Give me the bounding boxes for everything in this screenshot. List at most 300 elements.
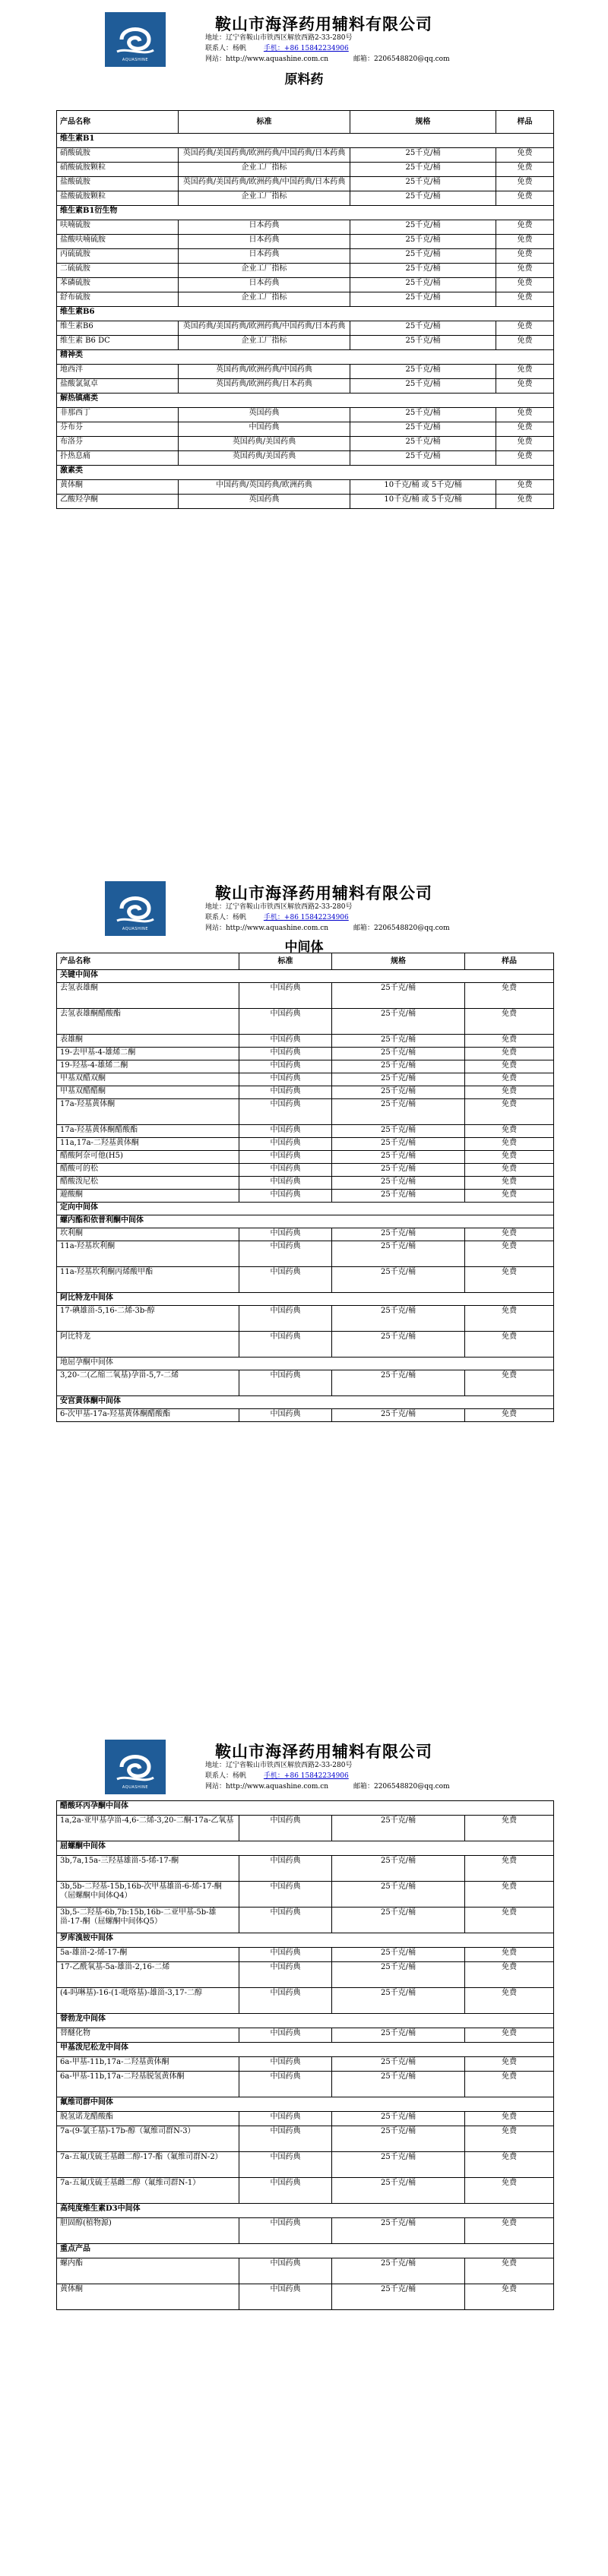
product-standard: 中国药典 bbox=[239, 2284, 332, 2310]
table-row bbox=[57, 1306, 554, 1332]
product-sample: 免费 bbox=[465, 1409, 554, 1422]
product-name: 去氢表雄酮醋酸酯 bbox=[57, 1009, 239, 1035]
product-name: 坎利酮 bbox=[57, 1228, 239, 1241]
product-sample: 免费 bbox=[496, 235, 554, 249]
company-address bbox=[205, 33, 352, 43]
product-standard: 企业工厂指标 bbox=[179, 163, 350, 177]
category-label: 醋酸环丙孕酮中间体 bbox=[57, 1801, 554, 1816]
column-header-name: 产品名称 bbox=[57, 111, 179, 134]
table-row bbox=[57, 249, 554, 264]
intermediate-table-continued bbox=[56, 1800, 554, 2310]
product-name: 硝酸硫胺颗粒 bbox=[57, 163, 179, 177]
product-table bbox=[56, 110, 554, 509]
product-spec: 25千克/桶 bbox=[350, 408, 496, 422]
product-standard: 中国药典 bbox=[239, 1228, 332, 1241]
table-row bbox=[57, 1060, 554, 1073]
product-name: 醋酸可的松 bbox=[57, 1164, 239, 1177]
table-row bbox=[57, 2178, 554, 2204]
product-spec: 25千克/桶 bbox=[332, 1048, 465, 1060]
product-spec: 25千克/桶 bbox=[332, 1856, 465, 1882]
product-sample: 免费 bbox=[465, 2112, 554, 2126]
product-spec: 25千克/桶 bbox=[332, 1138, 465, 1151]
category-row bbox=[57, 1933, 554, 1948]
product-name: 乙酸羟孕酮 bbox=[57, 495, 179, 509]
product-name: 6a-甲基-11b,17a-二羟基黄体酮 bbox=[57, 2057, 239, 2072]
product-standard: 中国药典 bbox=[239, 1009, 332, 1035]
product-name: 1a,2a-亚甲基孕甾-4,6-二烯-3,20-二酮-17a-乙氧基 bbox=[57, 1816, 239, 1841]
product-spec: 10千克/桶 或 5千克/桶 bbox=[350, 495, 496, 509]
product-sample: 免费 bbox=[496, 321, 554, 336]
product-spec: 25千克/桶 bbox=[332, 1882, 465, 1908]
product-standard: 企业工厂指标 bbox=[179, 191, 350, 206]
product-name: 阿比特龙 bbox=[57, 1332, 239, 1358]
table-row bbox=[57, 1228, 554, 1241]
product-sample: 免费 bbox=[465, 983, 554, 1009]
product-name: 布洛芬 bbox=[57, 437, 179, 451]
table-row bbox=[57, 1164, 554, 1177]
table-row bbox=[57, 1816, 554, 1841]
column-header-sample: 样品 bbox=[496, 111, 554, 134]
table-row bbox=[57, 983, 554, 1009]
table-row bbox=[57, 1409, 554, 1422]
product-name: 表雄酮 bbox=[57, 1035, 239, 1048]
product-sample: 免费 bbox=[465, 1009, 554, 1035]
product-spec: 25千克/桶 bbox=[332, 1190, 465, 1203]
product-standard: 中国药典 bbox=[239, 1908, 332, 1933]
product-spec: 25千克/桶 bbox=[350, 163, 496, 177]
product-name: 盐酸硫胺 bbox=[57, 177, 179, 191]
website-link[interactable]: http://www.aquashine.com.cn bbox=[226, 55, 329, 63]
product-name: 呋喃硫胺 bbox=[57, 220, 179, 235]
table-row bbox=[57, 437, 554, 451]
product-sample: 免费 bbox=[465, 2218, 554, 2244]
product-standard: 中国药典 bbox=[239, 1882, 332, 1908]
company-name: 鞍山市海泽药用辅料有限公司 bbox=[215, 14, 432, 33]
product-sample: 免费 bbox=[465, 2178, 554, 2204]
product-spec: 25千克/桶 bbox=[332, 1370, 465, 1396]
table-row bbox=[57, 292, 554, 307]
product-spec: 25千克/桶 bbox=[332, 2258, 465, 2284]
product-sample: 免费 bbox=[465, 1882, 554, 1908]
product-standard: 企业工厂指标 bbox=[179, 264, 350, 278]
phone-link[interactable]: 手机：+86 15842234906 bbox=[263, 1772, 349, 1780]
category-label: 解热镇痛类 bbox=[57, 394, 554, 408]
product-sample: 免费 bbox=[465, 1228, 554, 1241]
address-label: 地址： bbox=[205, 1762, 226, 1769]
product-sample: 免费 bbox=[496, 163, 554, 177]
product-standard: 中国药典 bbox=[239, 1962, 332, 1988]
website-label: 网站： bbox=[205, 1783, 226, 1791]
product-name: 舒布硫胺 bbox=[57, 292, 179, 307]
product-name: 黄体酮 bbox=[57, 2284, 239, 2310]
product-spec: 25千克/桶 bbox=[332, 2028, 465, 2043]
product-name: 黄体酮 bbox=[57, 480, 179, 495]
address-label: 地址： bbox=[205, 34, 226, 42]
product-standard: 中国药典 bbox=[239, 1190, 332, 1203]
table-row bbox=[57, 1190, 554, 1203]
contact-label: 联系人： bbox=[205, 1772, 233, 1780]
product-standard: 中国药典 bbox=[239, 2258, 332, 2284]
table-header-row bbox=[57, 953, 554, 970]
product-name: 7a-(9-氯壬基)-17b-醇（氟维司群N-3） bbox=[57, 2126, 239, 2152]
product-standard: 英国药典 bbox=[179, 408, 350, 422]
product-name: 11a-羟基坎利酮丙烯酸甲酯 bbox=[57, 1267, 239, 1293]
email-label: 邮箱： bbox=[353, 55, 374, 63]
product-spec: 25千克/桶 bbox=[350, 148, 496, 163]
product-standard: 中国药典 bbox=[239, 1138, 332, 1151]
logo-text: AQUASHINE bbox=[122, 1785, 149, 1790]
product-standard: 中国药典 bbox=[239, 1060, 332, 1073]
table-row bbox=[57, 1138, 554, 1151]
table-row bbox=[57, 163, 554, 177]
product-sample: 免费 bbox=[496, 148, 554, 163]
column-header-spec: 规格 bbox=[332, 953, 465, 970]
product-sample: 免费 bbox=[465, 2284, 554, 2310]
website-label: 网站： bbox=[205, 925, 226, 932]
product-name: 醋酸阿奈可他(H5) bbox=[57, 1151, 239, 1164]
contact-line bbox=[205, 1772, 349, 1781]
product-sample: 免费 bbox=[496, 480, 554, 495]
product-name: 盐酸呋喃硫胺 bbox=[57, 235, 179, 249]
product-spec: 25千克/桶 bbox=[332, 1099, 465, 1125]
email-value[interactable]: 2206548820@qq.com bbox=[373, 925, 450, 932]
product-standard: 中国药典 bbox=[239, 1370, 332, 1396]
category-label: 安宫黄体酮中间体 bbox=[57, 1396, 554, 1409]
product-spec: 25千克/桶 bbox=[332, 1177, 465, 1190]
web-email-line bbox=[205, 924, 450, 934]
product-standard: 日本药典 bbox=[179, 220, 350, 235]
product-name: 维生素B6 bbox=[57, 321, 179, 336]
product-standard: 英国药典/美国药典/欧洲药典/中国药典/日本药典 bbox=[179, 321, 350, 336]
product-standard: 中国药典 bbox=[239, 2057, 332, 2072]
product-name: 11a-羟基坎利酮 bbox=[57, 1241, 239, 1267]
category-label: 激素类 bbox=[57, 466, 554, 480]
product-standard: 中国药典 bbox=[239, 1177, 332, 1190]
column-header-standard: 标准 bbox=[239, 953, 332, 970]
product-name: 脱氢诺龙醋酸酯 bbox=[57, 2112, 239, 2126]
table-row bbox=[57, 191, 554, 206]
product-spec: 25千克/桶 bbox=[350, 264, 496, 278]
product-name: 维生素 B6 DC bbox=[57, 336, 179, 350]
category-label: 螺内酯和依普利酮中间体 bbox=[57, 1215, 554, 1228]
product-spec: 25千克/桶 bbox=[350, 292, 496, 307]
product-sample: 免费 bbox=[465, 1962, 554, 1988]
category-label: 屈螺酮中间体 bbox=[57, 1841, 554, 1856]
product-spec: 25千克/桶 bbox=[332, 983, 465, 1009]
category-label: 氟维司群中间体 bbox=[57, 2097, 554, 2112]
product-name: 6-次甲基-17a-羟基黄体酮醋酸酯 bbox=[57, 1409, 239, 1422]
table-row bbox=[57, 2126, 554, 2152]
product-sample: 免费 bbox=[496, 379, 554, 394]
product-spec: 25千克/桶 bbox=[332, 1073, 465, 1086]
product-sample: 免费 bbox=[465, 1267, 554, 1293]
table-row bbox=[57, 1177, 554, 1190]
product-sample: 免费 bbox=[465, 1190, 554, 1203]
product-spec: 25千克/桶 bbox=[332, 2126, 465, 2152]
product-sample: 免费 bbox=[496, 495, 554, 509]
table-row bbox=[57, 1241, 554, 1267]
page-title: 中间体 bbox=[284, 940, 324, 955]
category-label: 重点产品 bbox=[57, 2244, 554, 2258]
product-sample: 免费 bbox=[465, 1035, 554, 1048]
website-link[interactable]: http://www.aquashine.com.cn bbox=[226, 1783, 329, 1791]
table-row bbox=[57, 495, 554, 509]
table-row bbox=[57, 1086, 554, 1099]
product-standard: 英国药典 bbox=[179, 495, 350, 509]
column-header-spec: 规格 bbox=[350, 111, 496, 134]
product-standard: 中国药典 bbox=[239, 1151, 332, 1164]
product-spec: 25千克/桶 bbox=[350, 249, 496, 264]
product-sample: 免费 bbox=[465, 1073, 554, 1086]
product-name: 6a-甲基-11b,17a-二羟基脱氢黄体酮 bbox=[57, 2072, 239, 2097]
contact-name: 杨帆 bbox=[233, 45, 247, 52]
product-spec: 25千克/桶 bbox=[332, 1816, 465, 1841]
category-label: 替勃龙中间体 bbox=[57, 2014, 554, 2028]
category-row bbox=[57, 134, 554, 148]
category-label: 高纯度维生素D3中间体 bbox=[57, 2204, 554, 2218]
product-sample: 免费 bbox=[465, 2072, 554, 2097]
product-standard: 中国药典 bbox=[239, 1048, 332, 1060]
product-name: 3,20-二(乙缩二氧基)孕甾-5,7-二烯 bbox=[57, 1370, 239, 1396]
company-address bbox=[205, 902, 352, 912]
product-spec: 25千克/桶 bbox=[332, 1409, 465, 1422]
product-sample: 免费 bbox=[465, 1164, 554, 1177]
product-standard: 中国药典 bbox=[239, 1035, 332, 1048]
category-label: 维生素B6 bbox=[57, 307, 554, 321]
product-spec: 25千克/桶 bbox=[350, 321, 496, 336]
product-name: 避酸酮 bbox=[57, 1190, 239, 1203]
product-standard: 英国药典/美国药典 bbox=[179, 451, 350, 466]
product-name: 非那西丁 bbox=[57, 408, 179, 422]
product-spec: 25千克/桶 bbox=[332, 2057, 465, 2072]
product-spec: 25千克/桶 bbox=[350, 365, 496, 379]
product-sample: 免费 bbox=[465, 1948, 554, 1962]
product-standard: 中国药典 bbox=[239, 1856, 332, 1882]
product-standard: 企业工厂指标 bbox=[179, 292, 350, 307]
column-header-name: 产品名称 bbox=[57, 953, 239, 970]
table-row bbox=[57, 379, 554, 394]
product-spec: 25千克/桶 bbox=[332, 1988, 465, 2014]
product-spec: 25千克/桶 bbox=[350, 235, 496, 249]
category-row bbox=[57, 2097, 554, 2112]
product-standard: 日本药典 bbox=[179, 235, 350, 249]
product-spec: 25千克/桶 bbox=[350, 437, 496, 451]
product-standard: 中国药典 bbox=[239, 1125, 332, 1138]
email-label: 邮箱： bbox=[353, 1783, 374, 1791]
product-sample: 免费 bbox=[496, 292, 554, 307]
table-row bbox=[57, 220, 554, 235]
product-sample: 免费 bbox=[465, 2152, 554, 2178]
product-name: 3b,5-二羟基-6b,7b:15b,16b-二亚甲基-5b-雄甾-17-酮（屈螺酮中间体Q5） bbox=[57, 1908, 239, 1933]
company-logo bbox=[105, 1740, 166, 1794]
product-name: 19-去甲基-4-雄烯二酮 bbox=[57, 1048, 239, 1060]
category-label: 甲基泼尼松龙中间体 bbox=[57, 2043, 554, 2057]
product-standard: 中国药典 bbox=[239, 2218, 332, 2244]
product-spec: 25千克/桶 bbox=[332, 2152, 465, 2178]
logo-text: AQUASHINE bbox=[122, 927, 149, 931]
phone-link[interactable]: 手机：+86 15842234906 bbox=[263, 914, 349, 921]
web-email-line bbox=[205, 55, 450, 65]
contact-name: 杨帆 bbox=[233, 914, 247, 921]
product-name: 11a,17a-二羟基黄体酮 bbox=[57, 1138, 239, 1151]
product-spec: 25千克/桶 bbox=[332, 1086, 465, 1099]
product-name: 螺内酯 bbox=[57, 2258, 239, 2284]
product-standard: 中国药典 bbox=[239, 1306, 332, 1332]
product-spec: 25千克/桶 bbox=[332, 2284, 465, 2310]
table-row bbox=[57, 1073, 554, 1086]
product-name: (4-吗啉基)-16-(1-吡咯基)-雄甾-3,17-二醇 bbox=[57, 1988, 239, 2014]
product-sample: 免费 bbox=[465, 1988, 554, 2014]
product-name: 甲基双醋双酮 bbox=[57, 1073, 239, 1086]
category-row bbox=[57, 394, 554, 408]
product-sample: 免费 bbox=[465, 1151, 554, 1164]
address-value: 辽宁省鞍山市铁西区解放西路2-33-280号 bbox=[226, 903, 353, 911]
product-standard: 企业工厂指标 bbox=[179, 336, 350, 350]
table-row bbox=[57, 177, 554, 191]
table-row bbox=[57, 2028, 554, 2043]
category-row bbox=[57, 1396, 554, 1409]
product-sample: 免费 bbox=[465, 1086, 554, 1099]
product-name: 7a-五氟戊硫壬基雌二醇（氟维司群N-1） bbox=[57, 2178, 239, 2204]
product-sample: 免费 bbox=[496, 191, 554, 206]
table-row bbox=[57, 1948, 554, 1962]
product-spec: 25千克/桶 bbox=[332, 1948, 465, 1962]
category-label: 维生素B1衍生物 bbox=[57, 206, 554, 220]
page-title: 原料药 bbox=[284, 72, 324, 87]
product-name: 17-乙酰氧基-5a-雄甾-2,16-二烯 bbox=[57, 1962, 239, 1988]
product-spec: 10千克/桶 或 5千克/桶 bbox=[350, 480, 496, 495]
category-label: 关键中间体 bbox=[57, 970, 554, 983]
table-row bbox=[57, 2057, 554, 2072]
category-row bbox=[57, 1215, 554, 1228]
product-standard: 中国药典 bbox=[239, 1816, 332, 1841]
company-logo bbox=[105, 881, 166, 936]
table-row bbox=[57, 336, 554, 350]
table-row bbox=[57, 408, 554, 422]
product-spec: 25千克/桶 bbox=[332, 1228, 465, 1241]
contact-label: 联系人： bbox=[205, 914, 233, 921]
product-spec: 25千克/桶 bbox=[332, 1151, 465, 1164]
product-spec: 25千克/桶 bbox=[350, 278, 496, 292]
product-spec: 25千克/桶 bbox=[350, 191, 496, 206]
contact-label: 联系人： bbox=[205, 45, 233, 52]
table-row bbox=[57, 1048, 554, 1060]
logo-text: AQUASHINE bbox=[122, 58, 149, 62]
product-sample: 免费 bbox=[465, 1048, 554, 1060]
category-row bbox=[57, 1358, 554, 1370]
email-value[interactable]: 2206548820@qq.com bbox=[373, 55, 450, 63]
category-row bbox=[57, 2244, 554, 2258]
website-link[interactable]: http://www.aquashine.com.cn bbox=[226, 925, 329, 932]
column-header-standard: 标准 bbox=[179, 111, 350, 134]
category-label: 阿比特龙中间体 bbox=[57, 1293, 554, 1306]
product-sample: 免费 bbox=[465, 2126, 554, 2152]
phone-link[interactable]: 手机：+86 15842234906 bbox=[263, 45, 349, 52]
product-standard: 中国药典 bbox=[239, 1241, 332, 1267]
email-value[interactable]: 2206548820@qq.com bbox=[373, 1783, 450, 1791]
table-row bbox=[57, 1009, 554, 1035]
company-logo bbox=[105, 12, 166, 67]
product-sample: 免费 bbox=[496, 177, 554, 191]
product-spec: 25千克/桶 bbox=[332, 2178, 465, 2204]
table-row bbox=[57, 1908, 554, 1933]
table-row bbox=[57, 1332, 554, 1358]
category-label: 定向中间体 bbox=[57, 1203, 554, 1215]
product-spec: 25千克/桶 bbox=[332, 2072, 465, 2097]
table-row bbox=[57, 235, 554, 249]
product-sample: 免费 bbox=[496, 408, 554, 422]
category-row bbox=[57, 1841, 554, 1856]
product-name: 地西泮 bbox=[57, 365, 179, 379]
product-standard: 中国药典 bbox=[239, 2152, 332, 2178]
product-standard: 中国药典 bbox=[239, 2072, 332, 2097]
product-spec: 25千克/桶 bbox=[332, 2218, 465, 2244]
table-row bbox=[57, 451, 554, 466]
product-name: 苯磷硫胺 bbox=[57, 278, 179, 292]
website-label: 网站： bbox=[205, 55, 226, 63]
table-row bbox=[57, 2218, 554, 2244]
address-label: 地址： bbox=[205, 903, 226, 911]
table-row bbox=[57, 264, 554, 278]
product-standard: 中国药典 bbox=[239, 1332, 332, 1358]
table-row bbox=[57, 278, 554, 292]
product-standard: 中国药典 bbox=[239, 983, 332, 1009]
product-standard: 日本药典 bbox=[179, 278, 350, 292]
product-standard: 日本药典 bbox=[179, 249, 350, 264]
product-standard: 中国药典 bbox=[239, 2126, 332, 2152]
table-row bbox=[57, 422, 554, 437]
category-row bbox=[57, 2014, 554, 2028]
table-row bbox=[57, 1962, 554, 1988]
product-name: 醋酸泼尼松 bbox=[57, 1177, 239, 1190]
category-row bbox=[57, 307, 554, 321]
product-spec: 25千克/桶 bbox=[332, 1060, 465, 1073]
product-name: 甲基双醋醋酮 bbox=[57, 1086, 239, 1099]
category-row bbox=[57, 970, 554, 983]
product-standard: 中国药典 bbox=[239, 1409, 332, 1422]
product-sample: 免费 bbox=[465, 1908, 554, 1933]
product-spec: 25千克/桶 bbox=[332, 1908, 465, 1933]
email-label: 邮箱： bbox=[353, 925, 374, 932]
category-row bbox=[57, 350, 554, 365]
product-standard: 英国药典/欧洲药典/日本药典 bbox=[179, 379, 350, 394]
product-sample: 免费 bbox=[465, 1856, 554, 1882]
product-standard: 中国药典 bbox=[239, 1164, 332, 1177]
product-sample: 免费 bbox=[465, 2028, 554, 2043]
category-row bbox=[57, 1293, 554, 1306]
product-standard: 中国药典 bbox=[239, 1948, 332, 1962]
table-row bbox=[57, 1988, 554, 2014]
column-header-sample: 样品 bbox=[465, 953, 554, 970]
product-standard: 中国药典 bbox=[239, 2112, 332, 2126]
product-name: 3b,5b-二羟基-15b,16b-次甲基雄甾-6-烯-17-酮（屈螺酮中间体Q4） bbox=[57, 1882, 239, 1908]
company-name: 鞍山市海泽药用辅料有限公司 bbox=[215, 883, 432, 902]
product-standard: 中国药典 bbox=[239, 1099, 332, 1125]
product-spec: 25千克/桶 bbox=[350, 451, 496, 466]
product-spec: 25千克/桶 bbox=[332, 1332, 465, 1358]
product-standard: 中国药典 bbox=[239, 2028, 332, 2043]
table-row bbox=[57, 2152, 554, 2178]
table-row bbox=[57, 365, 554, 379]
product-sample: 免费 bbox=[496, 437, 554, 451]
product-sample: 免费 bbox=[496, 451, 554, 466]
product-spec: 25千克/桶 bbox=[332, 1125, 465, 1138]
contact-name: 杨帆 bbox=[233, 1772, 247, 1780]
product-name: 7a-五氟戊硫壬基雌二醇-17-酯（氟维司群N-2） bbox=[57, 2152, 239, 2178]
address-value: 辽宁省鞍山市铁西区解放西路2-33-280号 bbox=[226, 34, 353, 42]
category-label: 精神类 bbox=[57, 350, 554, 365]
product-sample: 免费 bbox=[465, 1332, 554, 1358]
